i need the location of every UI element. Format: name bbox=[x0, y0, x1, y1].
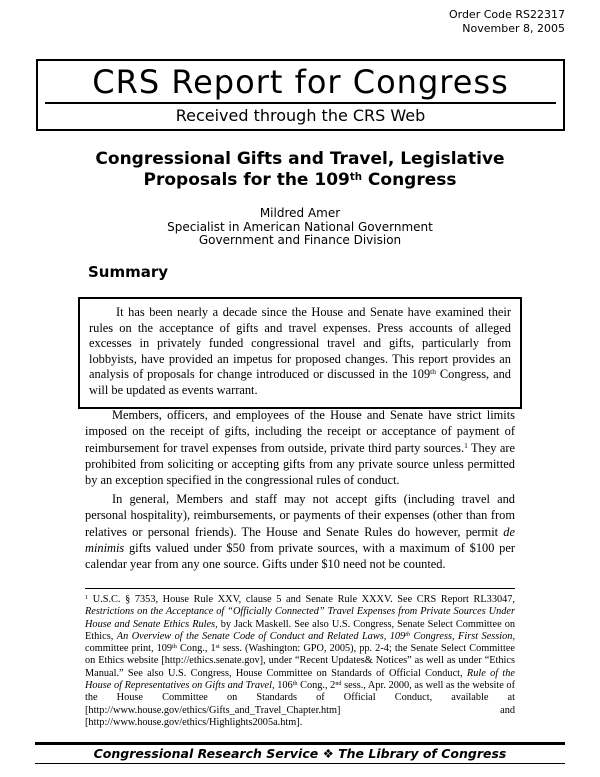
body-paragraph-1 bbox=[85, 407, 515, 488]
report-date: November 8, 2005 bbox=[462, 22, 565, 35]
banner-title: CRS Report for Congress bbox=[92, 63, 509, 101]
banner-box bbox=[36, 59, 565, 131]
report-title-line1: Congressional Gifts and Travel, Legislative bbox=[95, 149, 505, 169]
footnote-divider bbox=[85, 588, 515, 589]
header-meta bbox=[449, 8, 565, 36]
summary-box bbox=[78, 297, 522, 409]
body-paragraph-1-text: Members, officers, and employees of the House and Senate have strict limits imposed on the receipt of gifts, including the receipt or acceptance of payment of reimbursement for travel expenses from outside, private third party sources.$^1$ They are prohibited from soliciting or accepting gifts from any private source unless permitted by an exception specified in the congressional rules of conduct. bbox=[85, 408, 515, 488]
author-block bbox=[0, 207, 600, 248]
page-footer: Congressional Research Service ❖ The Library of Congress bbox=[35, 742, 565, 764]
author-name: Mildred Amer bbox=[259, 206, 341, 220]
author-role: Specialist in American National Government bbox=[167, 219, 433, 234]
author-division: Government and Finance Division bbox=[198, 233, 402, 247]
order-code: Order Code RS22317 bbox=[448, 8, 565, 21]
report-title-line2: Proposals for the 109th Congress bbox=[143, 170, 457, 190]
summary-heading: Summary bbox=[88, 263, 169, 281]
summary-text: It has been nearly a decade since the House and Senate have examined their rules on the acceptance of gifts and travel expenses. Press accounts of alleged excesses in privately funded congressional travel and gifts, particularly from lobbyists, have provided an impetus for proposed changes. This report provides an analysis of proposals for change introduced or discussed in the 109th Congress, and will be updated as events warrant. bbox=[89, 305, 511, 397]
banner-subtitle: Received through the CRS Web bbox=[175, 106, 426, 125]
body-paragraph-2-text: In general, Members and staff may not accept gifts (including travel and personal hospitality), reimbursements, or payments of their expenses (other than from relatives or personal friends). The House and Senate Rules do however, permit de minimis gifts valued under $50 from private sources, with a maximum of $100 per calendar year from any one source. Gifts under $10 need not be counted. bbox=[85, 492, 515, 572]
footnote: $^1$ U.S.C. § 7353, House Rule XXV, clause 5 and Senate Rule XXXV. See CRS Report RL33047, Restrictions on the Acceptance of “Officially Connected” Travel Expenses from Private Sources Under House and Senate Ethics Rules, by Jack Maskell. See also U.S. Congress, Senate Select Committee on Ethics, An Overview of the Senate Code of Conduct and Related Laws, 109th Congress, First Session, committee print, 109th Cong., 1st sess. (Washington: GPO, 2005), pp. 2-4; the Senate Select Committee on Ethics website [http://ethics.senate.gov], under “Recent Updates& Notices” as well as under “Ethics Manual.” See also U.S. Congress, House Committee on Standards of Official Conduct, Rule of the House of Representatives on Gifts and Travel, 106th Cong., 2nd sess., Apr. 2000, as well as the website of the House Committee on Standards of Official Conduct, available at [http://www.house.gov/ethics/Gifts_and_Travel_Chapter.htm] and [http://www.house.gov/ethics/Highlights2005a.htm]. bbox=[85, 593, 516, 728]
body-paragraph-2 bbox=[85, 491, 515, 572]
report-title bbox=[0, 149, 600, 191]
